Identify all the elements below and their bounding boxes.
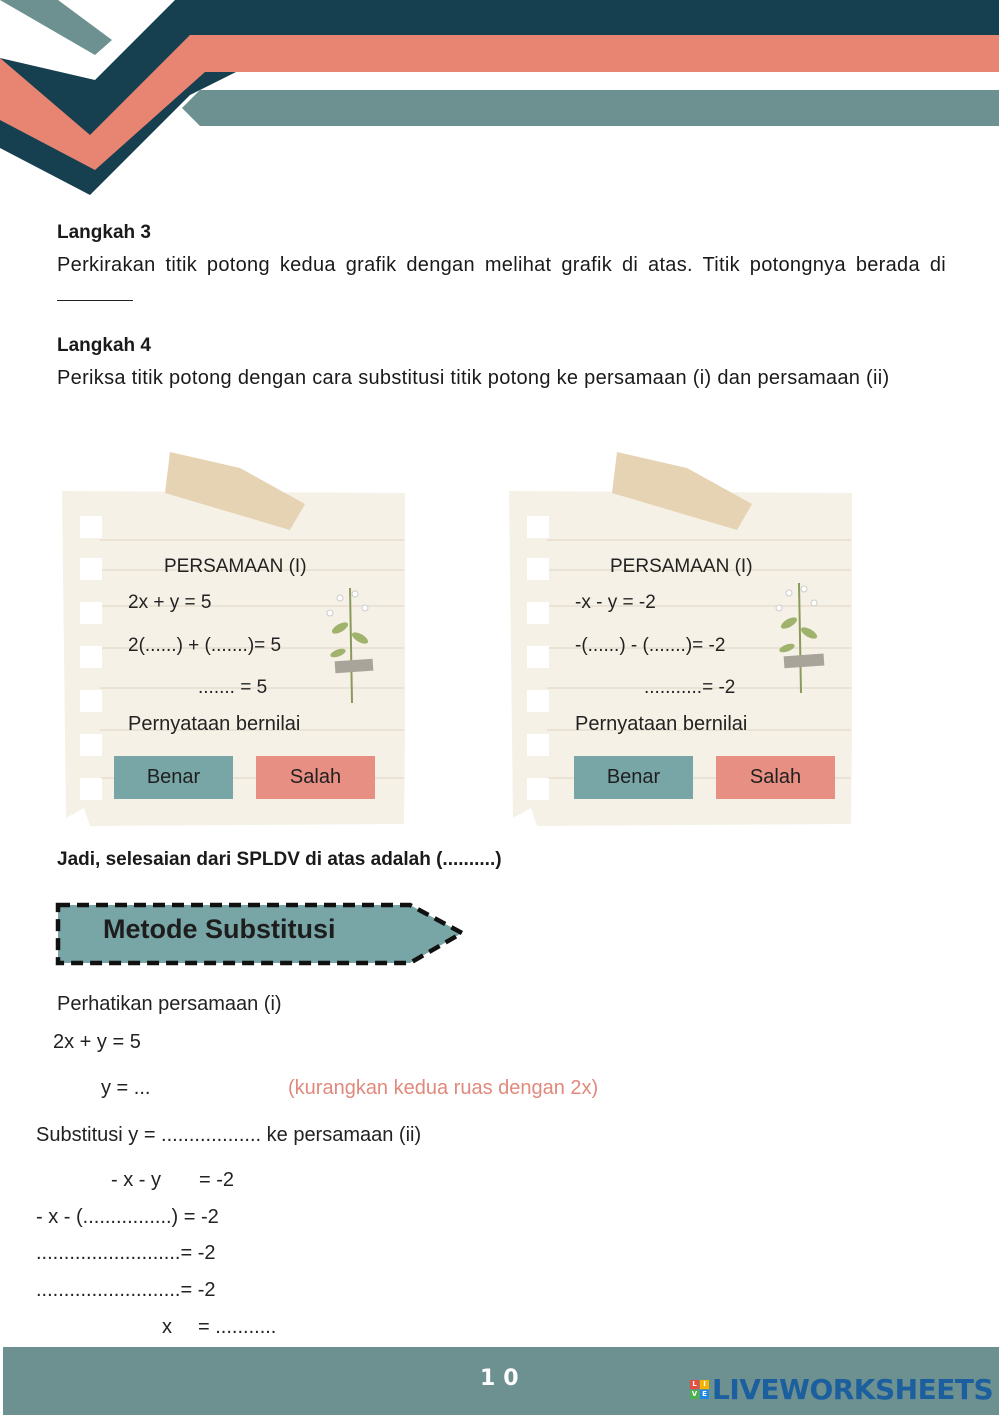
card-right-line1: -x - y = -2 [575, 592, 656, 613]
note-card-left [60, 448, 405, 828]
brand-name: LIVEWORKSHEETS [712, 1372, 994, 1406]
sub-line: Substitusi y = .................. ke persamaan (ii) [36, 1124, 422, 1146]
step3-paragraph [57, 250, 946, 310]
card-left-line1: 2x + y = 5 [128, 592, 212, 613]
sub-step4: ..........................= -2 [36, 1279, 216, 1301]
liveworksheets-logo-icon [690, 1380, 709, 1399]
step3-text: Perkirakan titik potong kedua grafik dengan melihat grafik di atas. Titik potongnya berada di [57, 254, 946, 276]
logo-letter-l: L [690, 1380, 699, 1389]
card-left-true-button[interactable]: Benar [114, 756, 233, 799]
summary-text: Jadi, selesaian dari SPLDV di atas adalah (..........) [57, 849, 502, 870]
sub-step1-left: - x - y [111, 1169, 161, 1191]
card-right-false-button[interactable]: Salah [716, 756, 835, 799]
sub-step2: - x - (................) = -2 [36, 1206, 219, 1228]
sub-hint: (kurangkan kedua ruas dengan 2x) [288, 1077, 599, 1099]
page-number: 10 [480, 1366, 527, 1391]
note-card-right [507, 448, 852, 828]
card-left-line2: 2(......) + (.......)= 5 [128, 635, 282, 656]
step4-text: Periksa titik potong dengan cara substitusi titik potong ke persamaan (i) dan persamaan (ii) [57, 367, 890, 389]
sub-step3: ..........................= -2 [36, 1242, 216, 1264]
sub-eq2: y = ... [101, 1077, 151, 1099]
method-title: Metode Substitusi [103, 914, 336, 944]
brand[interactable] [690, 1372, 993, 1406]
answer-blank[interactable] [57, 284, 133, 301]
logo-letter-i: I [700, 1380, 709, 1389]
logo-letter-v: V [691, 1389, 698, 1398]
card-left-statement: Pernyataan bernilai [128, 713, 301, 735]
card-left-line3: ....... = 5 [198, 677, 268, 698]
sub-intro: Perhatikan persamaan (i) [57, 993, 282, 1015]
sub-step1-right: = -2 [199, 1169, 235, 1191]
header-decoration [0, 0, 999, 200]
card-right-statement: Pernyataan bernilai [575, 713, 748, 735]
step4-title: Langkah 4 [57, 335, 151, 356]
card-right-line2: -(......) - (.......)= -2 [575, 635, 726, 656]
step3-title: Langkah 3 [57, 222, 151, 243]
logo-letter-e: E [700, 1390, 709, 1399]
card-right-line3: ...........= -2 [644, 677, 736, 698]
sub-eq1: 2x + y = 5 [53, 1031, 141, 1053]
card-right-true-button[interactable]: Benar [574, 756, 693, 799]
sub-step5-right: = ........... [198, 1316, 277, 1338]
card-left-heading: PERSAMAAN (I) [164, 556, 307, 577]
card-left-false-button[interactable]: Salah [256, 756, 375, 799]
card-right-heading: PERSAMAAN (I) [610, 556, 753, 577]
sub-step5-left: x [162, 1316, 172, 1338]
